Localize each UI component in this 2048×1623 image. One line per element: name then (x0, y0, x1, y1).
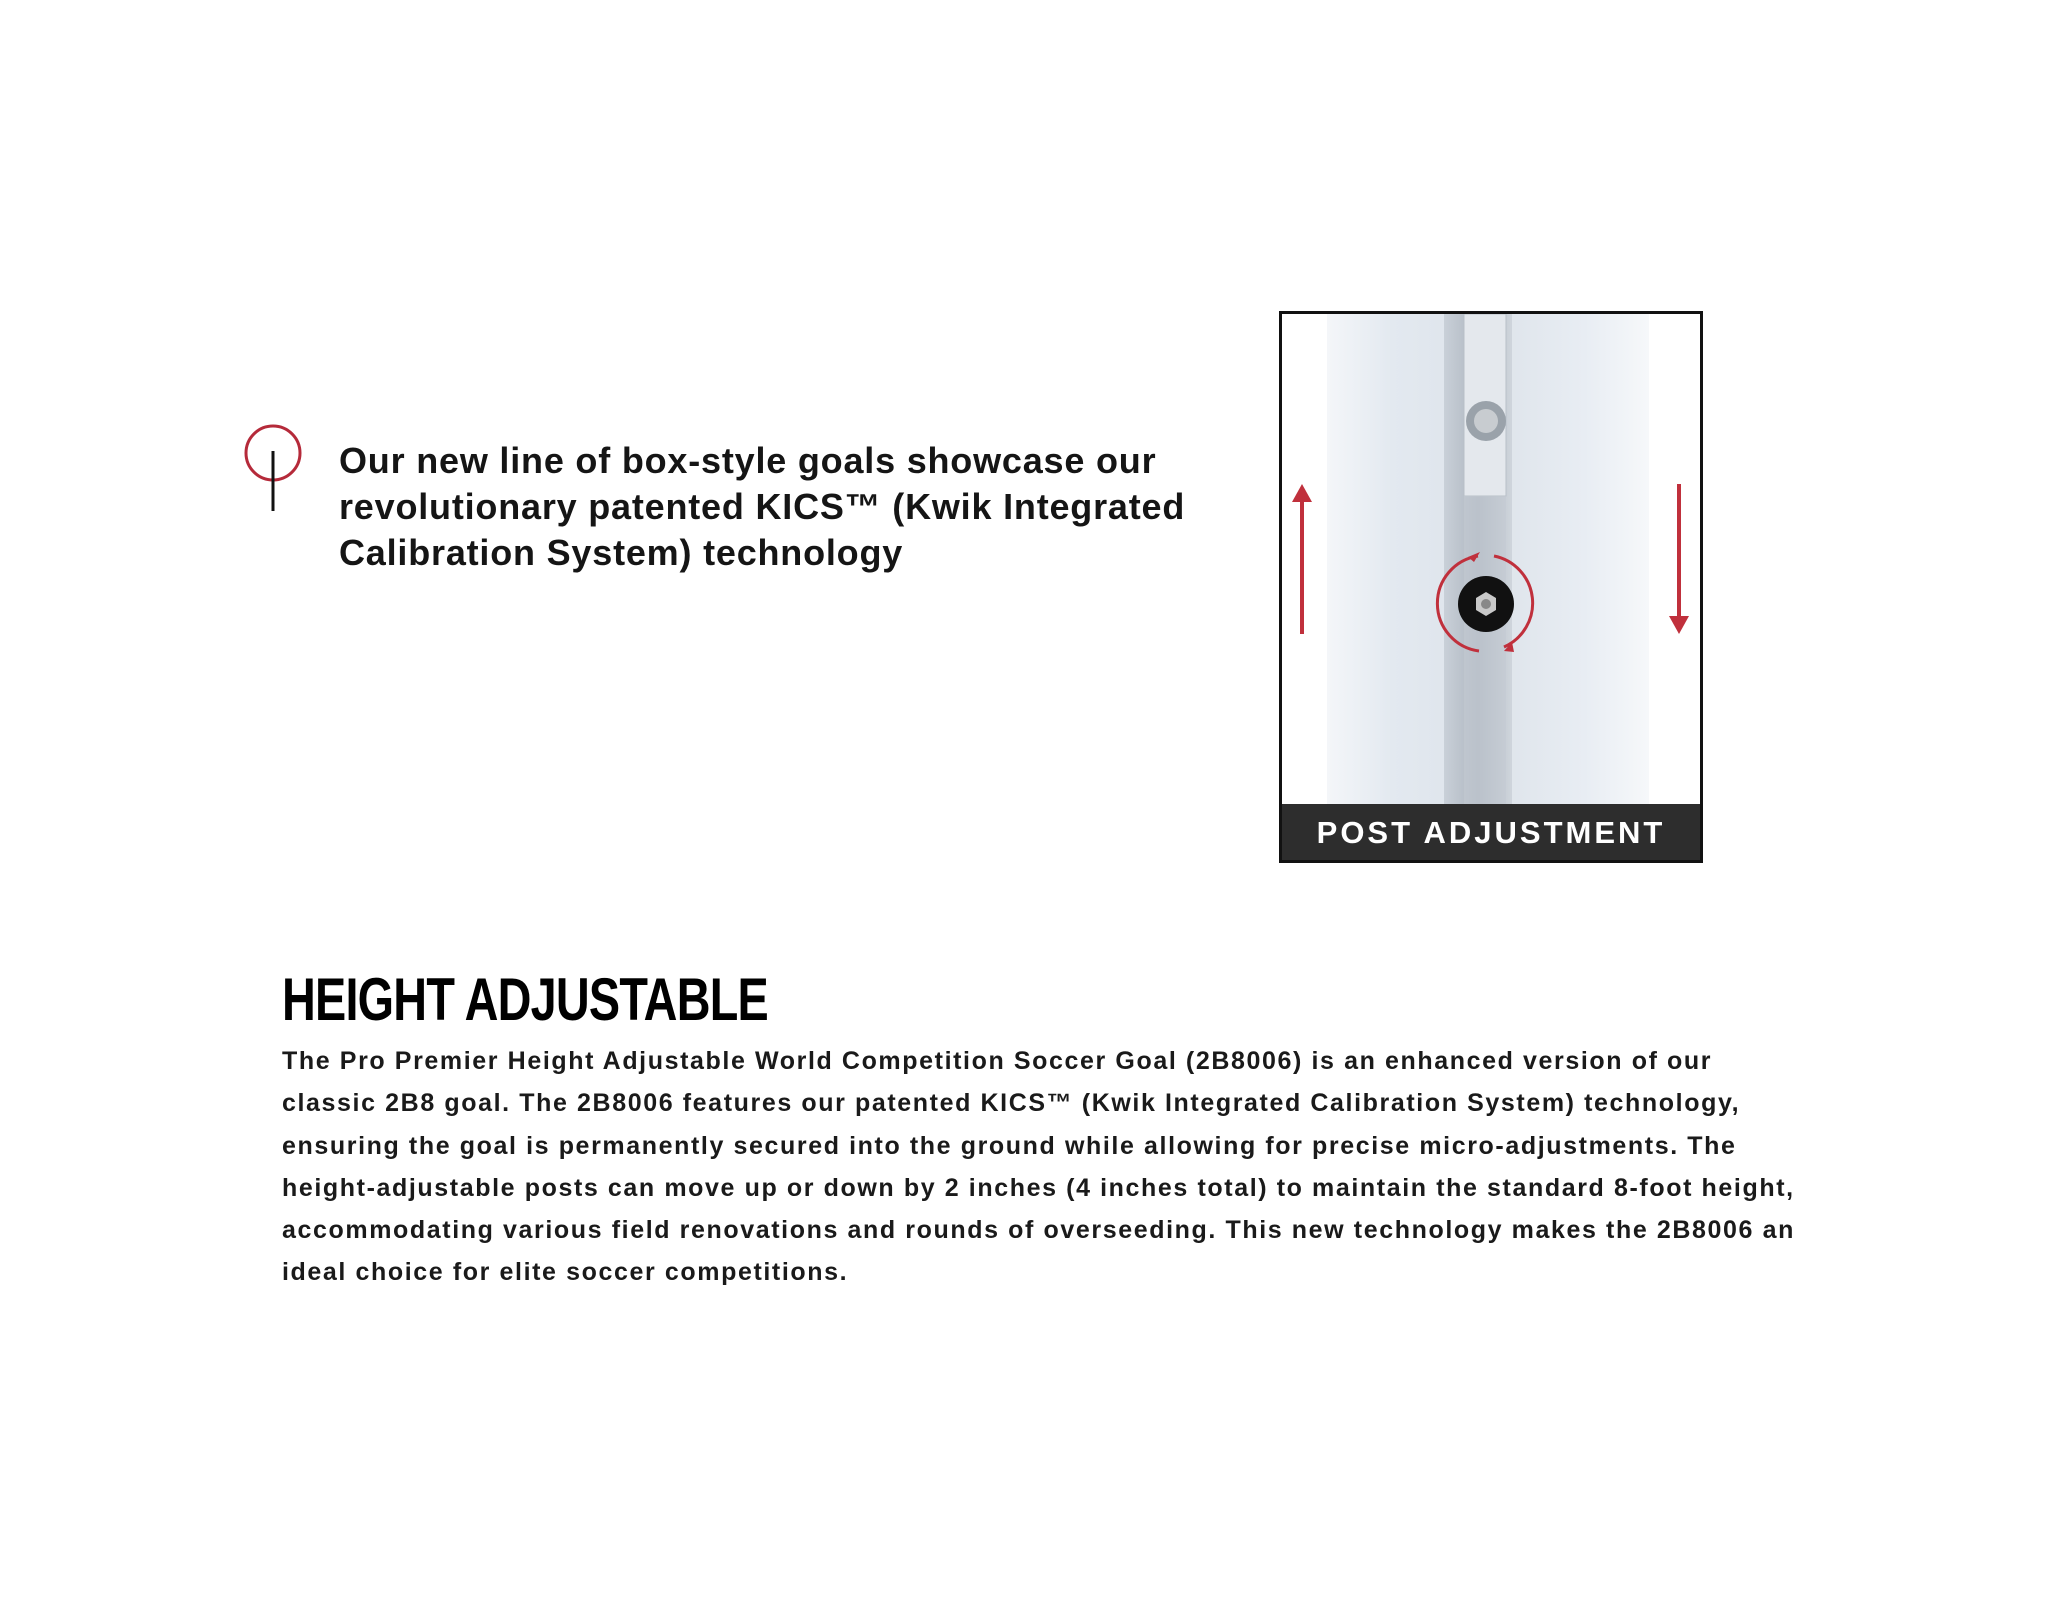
feature-lead-text: Our new line of box-style goals showcase our revolutionary patented KICS™ (Kwik Integrated Calibration System) technology (339, 440, 1186, 573)
section-heading: HEIGHT ADJUSTABLE (282, 966, 768, 1033)
post-adjustment-figure (1279, 311, 1703, 863)
pin-marker-icon (243, 423, 303, 513)
post-adjustment-illustration (1282, 314, 1700, 860)
section-body-text: The Pro Premier Height Adjustable World Competition Soccer Goal (2B8006) is an enhanced version of our classic 2B8 goal. The 2B8006 features our patented KICS™ (Kwik Integrated Calibration System) technology, ensuring the goal is permanently secured into the ground while allowing for precise micro-adjustments. The height-adjustable posts can move up or down by 2 inches (4 inches total) to maintain the standard 8-foot height, accommodating various field renovations and rounds of overseeding. This new technology makes the 2B8006 an ideal choice for elite soccer competitions. (282, 1047, 1795, 1287)
figure-caption: POST ADJUSTMENT (1282, 804, 1700, 860)
